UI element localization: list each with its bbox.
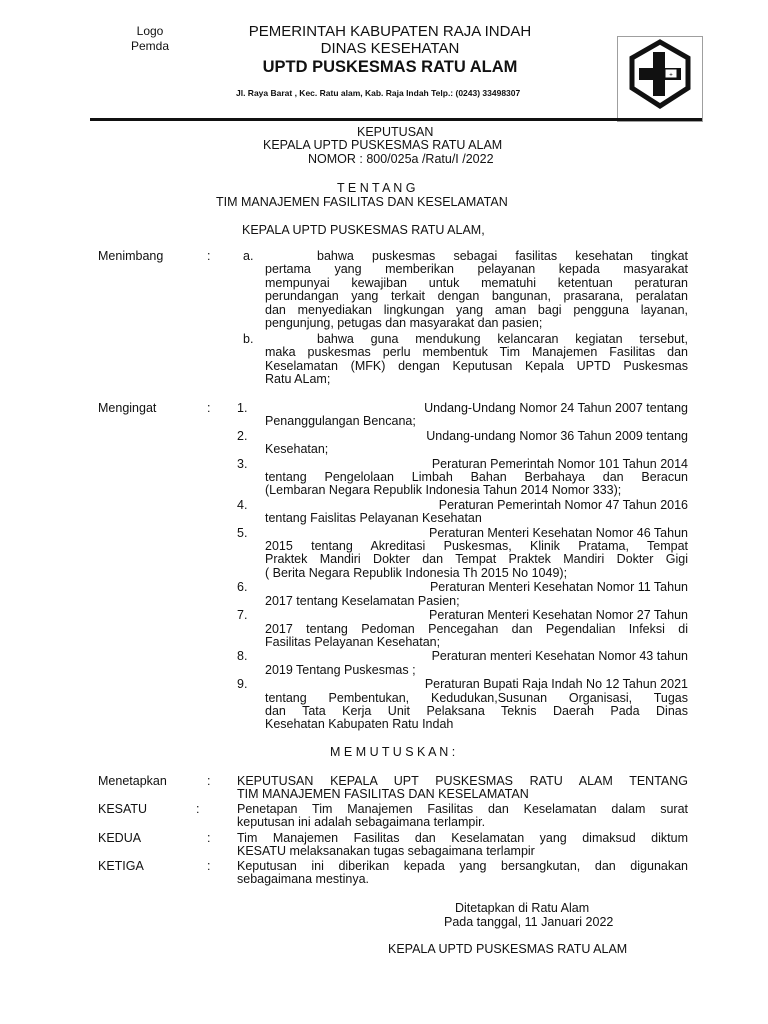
item-number: 1.	[237, 401, 248, 415]
list-item	[237, 609, 688, 649]
menimbang-label: Menimbang	[98, 249, 164, 263]
menimbang-a-line: perundangan yang terkait dengan bangunan, prasarana, peralatan	[265, 289, 688, 304]
health-cross-logo	[617, 36, 703, 122]
logo-placeholder-line-2: Pemda	[130, 39, 170, 53]
unit-name: UPTD PUSKESMAS RATU ALAM	[262, 58, 518, 76]
item-first-line: Peraturan menteri Kesehatan Nomor 43 tahun	[431, 649, 688, 664]
memutuskan-heading: M E M U T U S K A N :	[330, 745, 456, 759]
kepala-heading: KEPALA UPTD PUSKESMAS RATU ALAM,	[242, 223, 485, 237]
menimbang-a-line: pertama yang memberikan pelayanan kepada masyarakat	[265, 262, 688, 277]
item-line: tentang Faislitas Pelayanan Kesehatan	[265, 511, 482, 526]
menimbang-a-line: dan menyediakan lingkungan yang aman bagi pengguna layanan,	[265, 302, 688, 317]
menimbang-b-text	[265, 333, 688, 387]
item-number: 4.	[237, 497, 248, 512]
menetapkan-label: Menetapkan	[98, 774, 167, 788]
menimbang-b-line: Keselamatan (MFK) dengan Keputusan Kepala UPTD Puskesmas	[265, 358, 688, 373]
kedua-text	[237, 832, 688, 859]
kedua-colon: :	[207, 831, 211, 845]
menimbang-a-line: bahwa puskesmas sebagai fasilitas kesehatan tingkat	[317, 249, 688, 263]
kedua-label: KEDUA	[98, 831, 142, 845]
item-first-line: Peraturan Pemerintah Nomor 101 Tahun 2014	[431, 456, 688, 471]
decision-line: sebagaimana mestinya.	[237, 872, 370, 887]
list-item	[237, 499, 688, 526]
list-item	[237, 402, 688, 429]
menimbang-a-line: pengunjung, petugas dan masyarakat dan pasien;	[265, 316, 543, 331]
item-line: tentang Pengelolaan Limbah Bahan Berbahaya dan Beracun	[265, 470, 688, 485]
item-line: Praktek Mandiri Dokter dan Tempat Praktek Mandiri Dokter Gigi	[265, 552, 688, 567]
list-item	[237, 527, 688, 581]
item-line: 2017 tentang Keselamatan Pasien;	[265, 593, 460, 608]
decision-line: Keputusan ini diberikan kepada yang bersangkutan, dan digunakan	[237, 859, 688, 873]
decision-line: Tim Manajemen Fasilitas dan Keselamatan yang dimaksud diktum	[237, 831, 688, 845]
kesatu-text	[237, 803, 688, 830]
decision-line: Penetapan Tim Manajemen Fasilitas dan Keselamatan dalam surat	[237, 802, 688, 816]
department-name: DINAS KESEHATAN	[320, 40, 460, 57]
svg-text:+: +	[669, 72, 673, 79]
logo-placeholder-line-1: Logo	[136, 24, 164, 38]
decision-line: keputusan ini adalah sebagaimana terlampir.	[237, 815, 486, 830]
menimbang-b-line: bahwa guna mendukung kelancaran kegiatan tersebut,	[317, 332, 688, 346]
menimbang-colon: :	[207, 249, 211, 263]
list-item	[237, 430, 688, 457]
item-first-line: Peraturan Menteri Kesehatan Nomor 27 Tahun	[429, 608, 688, 623]
item-line: (Lembaran Negara Republik Indonesia Tahun 2014 Nomor 333);	[265, 483, 622, 498]
item-number: 7.	[237, 608, 248, 623]
header-divider	[90, 118, 702, 121]
ketiga-colon: :	[207, 859, 211, 873]
decision-line: TIM MANAJEMEN FASILITAS DAN KESELAMATAN	[237, 787, 529, 802]
menimbang-b-line: Ratu ALam;	[265, 372, 331, 387]
list-item	[237, 581, 688, 608]
signature-title: KEPALA UPTD PUSKESMAS RATU ALAM	[388, 942, 628, 956]
item-number: 9.	[237, 677, 248, 692]
menetapkan-colon: :	[207, 774, 211, 788]
ketiga-text	[237, 860, 688, 887]
menimbang-a-marker: a.	[243, 249, 254, 263]
kesatu-label: KESATU	[98, 802, 148, 816]
decision-line: KESATU melaksanakan tugas sebagaimana terlampir	[237, 844, 535, 859]
logo-placeholder	[120, 24, 180, 54]
signature-place: Ditetapkan di Ratu Alam	[455, 901, 590, 915]
list-item	[237, 678, 688, 732]
item-number: 6.	[237, 580, 248, 595]
kesatu-colon: :	[196, 802, 200, 816]
item-line: ( Berita Negara Republik Indonesia Th 2015 No 1049);	[265, 565, 568, 580]
item-line: Kesehatan Kabupaten Ratu Indah	[265, 717, 454, 732]
menimbang-a-text	[265, 250, 688, 330]
list-item	[237, 458, 688, 498]
item-first-line: Peraturan Bupati Raja Indah No 12 Tahun 2021	[424, 677, 688, 692]
item-line: dan Tata Kerja Unit Pelaksana Teknis Daerah Pada Dinas	[265, 703, 688, 718]
ketiga-label: KETIGA	[98, 859, 144, 873]
mengingat-colon: :	[207, 401, 211, 415]
item-number: 2.	[237, 428, 248, 443]
decree-label: KEPUTUSAN	[357, 125, 434, 139]
menimbang-b-marker: b.	[243, 332, 254, 346]
menetapkan-text	[237, 775, 688, 802]
item-line: tentang Pembentukan, Kedudukan,Susunan Organisasi, Tugas	[265, 690, 688, 705]
menimbang-b-line: maka puskesmas perlu membentuk Tim Manajemen Fasilitas dan	[265, 345, 688, 360]
decision-line: KEPUTUSAN KEPALA UPT PUSKESMAS RATU ALAM TENTANG	[237, 774, 688, 788]
menimbang-a-line: mempunyai kewajiban untuk mematuhi ketentuan peraturan	[265, 275, 688, 290]
decree-subject: TIM MANAJEMEN FASILITAS DAN KESELAMATAN	[216, 195, 508, 209]
item-first-line: Undang-Undang Nomor 24 Tahun 2007 tentang	[424, 401, 688, 415]
item-line: 2015 tentang Akreditasi Puskesmas, Klinik Pratama, Tempat	[265, 539, 688, 554]
item-first-line: Peraturan Menteri Kesehatan Nomor 11 Tahun	[429, 580, 688, 595]
signature-date: Pada tanggal, 11 Januari 2022	[444, 915, 614, 929]
item-first-line: Peraturan Menteri Kesehatan Nomor 46 Tahun	[429, 525, 688, 540]
tentang-heading: T E N T A N G	[337, 181, 416, 195]
list-item	[237, 650, 688, 677]
item-line: 2019 Tentang Puskesmas ;	[265, 662, 416, 677]
item-line: Fasilitas Pelayanan Kesehatan;	[265, 634, 441, 649]
decree-number: NOMOR : 800/025a /Ratu/I /2022	[308, 152, 494, 166]
item-line: Kesehatan;	[265, 442, 329, 457]
item-line: 2017 tentang Pedoman Pencegahan dan Pegendalian Infeksi di	[265, 621, 688, 636]
decree-issuer: KEPALA UPTD PUSKESMAS RATU ALAM	[263, 138, 503, 152]
item-line: Penanggulangan Bencana;	[265, 414, 416, 429]
address: Jl. Raya Barat , Kec. Ratu alam, Kab. Raja Indah Telp.: (0243) 33498307	[236, 88, 521, 98]
mengingat-label: Mengingat	[98, 401, 157, 415]
mengingat-list	[237, 402, 688, 732]
item-first-line: Peraturan Pemerintah Nomor 47 Tahun 2016	[438, 497, 688, 512]
government-name: PEMERINTAH KABUPATEN RAJA INDAH	[248, 23, 532, 40]
item-number: 8.	[237, 649, 248, 664]
letterhead	[200, 23, 580, 77]
item-number: 5.	[237, 525, 248, 540]
item-number: 3.	[237, 456, 248, 471]
item-first-line: Undang-undang Nomor 36 Tahun 2009 tentang	[426, 428, 688, 443]
